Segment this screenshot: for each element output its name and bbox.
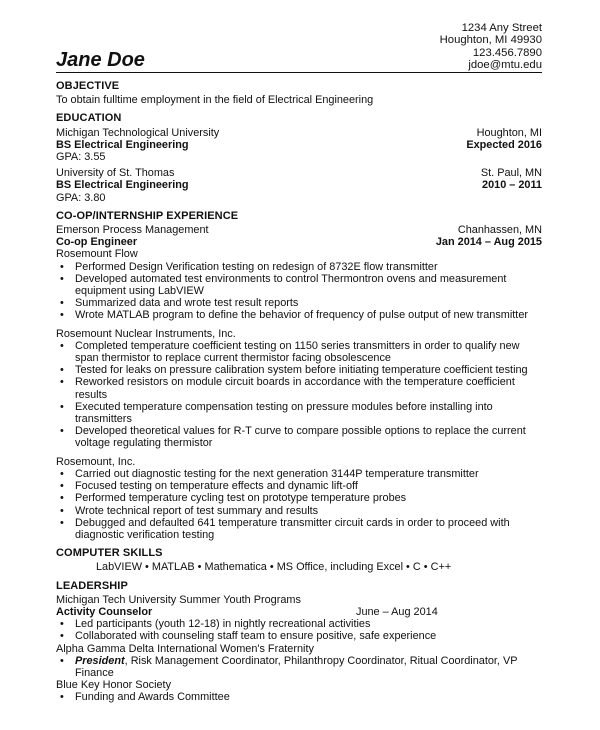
- gpa: GPA: 3.55: [56, 151, 106, 164]
- bullet-list: [56, 691, 542, 703]
- leadership-org: Alpha Gamma Delta International Women's Fraternity: [56, 642, 314, 655]
- division-name: Rosemount, Inc.: [56, 455, 136, 468]
- list-item: • Summarized data and wrote test result reports: [56, 297, 542, 309]
- list-item: • Focused testing on temperature effects and dynamic lift-off: [56, 480, 542, 492]
- degree-date: 2010 – 2011: [482, 179, 542, 192]
- list-item: • Wrote MATLAB program to define the behavior of frequency of pulse output of new transmitter: [56, 309, 542, 321]
- objective-text: To obtain fulltime employment in the field of Electrical Engineering: [56, 94, 374, 107]
- leadership-org: Michigan Tech University Summer Youth Programs: [56, 593, 301, 606]
- list-item: • Wrote technical report of test summary and results: [56, 505, 542, 517]
- skills-heading: COMPUTER SKILLS: [56, 547, 163, 560]
- address-line-city: Houghton, MI 49930: [439, 34, 542, 47]
- leadership-dates: June – Aug 2014: [356, 605, 438, 618]
- company-name: Emerson Process Management: [56, 224, 209, 237]
- contact-block: [440, 22, 542, 72]
- education-entry: [56, 127, 542, 164]
- bullet-list: [56, 261, 542, 322]
- division-name: Rosemount Flow: [56, 248, 138, 261]
- phone-number: 123.456.7890: [472, 46, 542, 59]
- skills-list: LabVIEW • MATLAB • Mathematica • MS Office, including Excel • C • C++: [96, 561, 452, 574]
- email-address: jdoe@mtu.edu: [468, 59, 542, 72]
- degree: BS Electrical Engineering: [56, 138, 189, 151]
- degree: BS Electrical Engineering: [56, 179, 189, 192]
- bullet-list: [56, 468, 542, 541]
- list-item: • Executed temperature compensation testing on pressure modules before installing into transmitters: [56, 401, 542, 425]
- school-location: Houghton, MI: [476, 126, 542, 139]
- leadership-role: Activity Counselor: [56, 605, 153, 618]
- list-item: • Debugged and defaulted 641 temperature transmitter circuit cards in order to proceed with diagnostic verification testing: [56, 517, 542, 541]
- list-item: • Developed theoretical values for R-T curve to compare possible options to replace the current voltage regulating thermistor: [56, 425, 542, 449]
- bullet-list: [56, 655, 542, 679]
- education-heading: EDUCATION: [56, 112, 122, 125]
- list-item: • Funding and Awards Committee: [56, 691, 542, 703]
- job-dates: Jan 2014 – Aug 2015: [435, 236, 542, 249]
- education-entry: [56, 167, 542, 204]
- gpa: GPA: 3.80: [56, 191, 106, 204]
- list-item: • Performed Design Verification testing on redesign of 8732E flow transmitter: [56, 261, 542, 273]
- applicant-name: Jane Doe: [56, 49, 145, 71]
- list-item: • Carried out diagnostic testing for the next generation 3144P temperature transmitter: [56, 468, 542, 480]
- list-item: • Led participants (youth 12-18) in nightly recreational activities: [56, 618, 542, 630]
- leadership-role-details: , Risk Management Coordinator, Philanthropy Coordinator, Ritual Coordinator, VP Finance: [75, 654, 518, 679]
- bullet-list: [56, 618, 542, 642]
- leadership-role: President: [75, 654, 125, 667]
- address-line-street: 1234 Any Street: [461, 22, 542, 34]
- bullet-list: [56, 340, 542, 450]
- resume-body: [56, 80, 542, 704]
- school-location: St. Paul, MN: [480, 167, 542, 180]
- list-item: • Collaborated with counseling staff team to ensure positive, safe experience: [56, 630, 542, 642]
- list-item: • Performed temperature cycling test on prototype temperature probes: [56, 492, 542, 504]
- job-title: Co-op Engineer: [56, 236, 138, 249]
- list-item: [56, 655, 542, 679]
- objective-heading: OBJECTIVE: [56, 80, 120, 92]
- list-item: • Tested for leaks on pressure calibration system before initiating temperature coefficient testing: [56, 364, 542, 376]
- header-divider: [56, 72, 542, 73]
- experience-heading: CO-OP/INTERNSHIP EXPERIENCE: [56, 209, 239, 222]
- leadership-org: Blue Key Honor Society: [56, 679, 172, 692]
- school-name: University of St. Thomas: [56, 167, 175, 180]
- division-name: Rosemount Nuclear Instruments, Inc.: [56, 327, 236, 340]
- list-item: • Reworked resistors on module circuit boards in accordance with the temperature coefficient results: [56, 376, 542, 400]
- company-location: Chanhassen, MN: [457, 224, 542, 237]
- list-item: • Developed automated test environments to control Thermontron ovens and measurement equipment using LabVIEW: [56, 273, 542, 297]
- degree-date: Expected 2016: [466, 138, 542, 151]
- school-name: Michigan Technological University: [56, 126, 220, 139]
- leadership-heading: LEADERSHIP: [56, 579, 128, 592]
- list-item: • Completed temperature coefficient testing on 1150 series transmitters in order to qualify new span thermistor to replace current thermistor facing obsolescence: [56, 340, 542, 364]
